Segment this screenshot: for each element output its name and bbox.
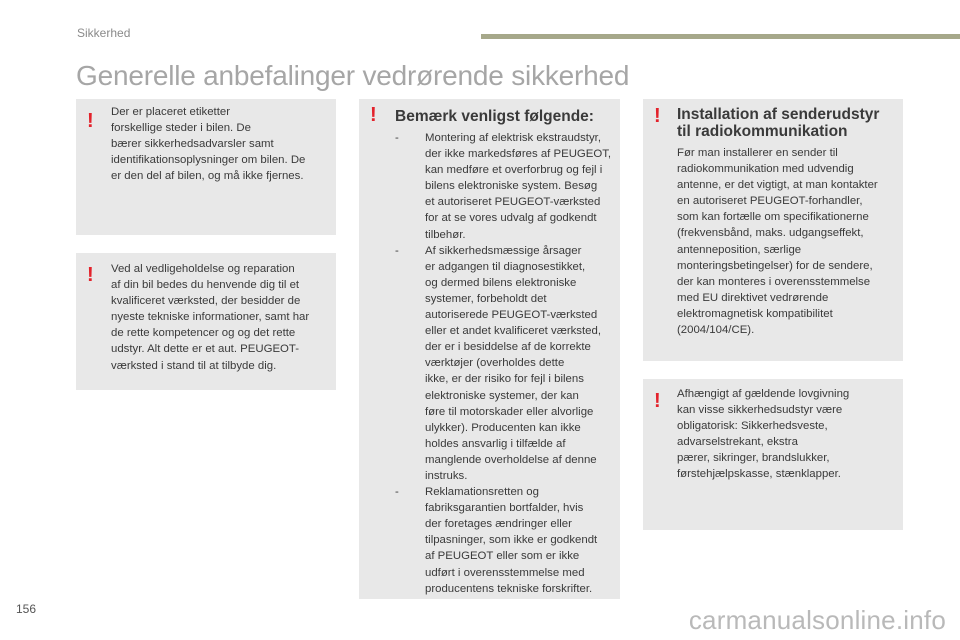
text-line: udstyr. Alt dette er et aut. PEUGEOT- (111, 343, 300, 356)
note-box-labels (76, 99, 336, 235)
note-box-radio-equipment (643, 99, 903, 361)
text-line: der foretages ændringer eller (425, 518, 572, 531)
text-line: pærer, sikringer, brandslukker, (677, 452, 830, 465)
text-line: elektromagnetisk kompatibilitet (677, 307, 833, 320)
text-line: kan medføre et overforbrug og fejl i (425, 164, 603, 177)
text-line: som kan fortælle om specifikationerne (677, 211, 869, 224)
text-line: autoriserede PEUGEOT-værksted (425, 309, 598, 322)
note-box-mandatory-equipment (643, 379, 903, 530)
note-text (677, 145, 878, 338)
note-box-attention (359, 99, 620, 599)
text-line: instruks. (425, 469, 468, 482)
warning-icon: ! (87, 110, 94, 132)
text-line: et autoriseret PEUGEOT-værksted (425, 196, 601, 209)
text-line: førstehjælpskasse, stænklapper. (677, 468, 841, 481)
text-line: der er i besiddelse af de korrekte (425, 341, 591, 354)
text-line: elektroniske systemer, der kan (425, 389, 579, 402)
note-text (111, 261, 309, 374)
text-line: bilens elektroniske system. Besøg (425, 180, 598, 193)
text-line: ikke, er der risiko for fejl i bilens (425, 373, 584, 386)
text-line: forskellige steder i bilen. De (111, 122, 251, 135)
list-dash: - (395, 132, 399, 144)
text-line: føre til motorskader eller alvorlige (425, 405, 594, 418)
text-line: (frekvensbånd, maks. udgangseffekt, (677, 227, 864, 240)
text-line: kan visse sikkerhedsudstyr være (677, 404, 843, 417)
warning-icon: ! (87, 264, 94, 286)
header-rule (481, 34, 960, 39)
text-line: radiokommunikation med udvendig (677, 163, 854, 176)
text-line: Der er placeret etiketter (111, 106, 231, 118)
text-line: der ikke markedsføres af PEUGEOT, (425, 148, 612, 161)
text-line: udført i overensstemmelse med (425, 566, 585, 579)
text-line: Ved al vedligeholdelse og reparation (111, 263, 295, 275)
page-title: Generelle anbefalinger vedrørende sikkerhed (76, 60, 630, 91)
list-item (395, 130, 611, 243)
text-line: Montering af elektrisk ekstraudstyr, (425, 132, 601, 144)
box-title (677, 106, 879, 140)
note-text (111, 104, 305, 184)
text-line: identifikationsoplysninger om bilen. De (111, 154, 306, 167)
text-line: (2004/104/CE). (677, 324, 755, 337)
text-line: værktøjer (overholdes dette (425, 357, 565, 370)
list-dash: - (395, 486, 399, 499)
text-line: der kan monteres i overensstemmelse (677, 275, 871, 288)
box-title-line: til radiokommunikation (677, 123, 848, 140)
text-line: med EU direktivet vedrørende (677, 291, 829, 304)
text-line: nyeste tekniske informationer, samt har (111, 311, 310, 324)
box-title: Bemærk venligst følgende: (395, 108, 594, 125)
box-title-line: Installation af senderudstyr (677, 106, 880, 123)
text-line: for at se vores udvalg af godkendt (425, 212, 597, 225)
warning-icon: ! (370, 104, 377, 126)
text-line: af din bil bedes du henvende dig til et (111, 279, 300, 292)
text-line: obligatorisk: Sikkerhedsveste, (677, 420, 828, 433)
text-line: fabriksgarantien bortfalder, hvis (425, 502, 584, 515)
page-number: 156 (16, 602, 37, 616)
text-line: Afhængigt af gældende lovgivning (677, 388, 850, 400)
text-line: en autoriseret PEUGEOT-forhandler, (677, 195, 863, 208)
text-line: advarselstrekant, ekstra (677, 436, 798, 449)
text-line: værksted i stand til at tilbyde dig. (111, 359, 277, 372)
watermark: carmanualsonline.info (688, 605, 946, 635)
warning-icon: ! (654, 105, 661, 127)
list-dash: - (395, 244, 399, 257)
text-line: manglende overholdelse af denne (425, 453, 597, 466)
text-line: tilpasninger, som ikke er godkendt (425, 534, 598, 547)
text-line: kvalificeret værksted, der besidder de (111, 295, 301, 308)
text-line: Af sikkerhedsmæssige årsager (425, 244, 582, 257)
note-box-maintenance (76, 253, 336, 390)
list-item (395, 484, 611, 597)
text-line: systemer, forbeholdt det (425, 292, 547, 305)
text-line: holdes ansvarlig i tilfælde af (425, 437, 566, 450)
text-line: bærer sikkerhedsadvarsler samt (111, 138, 274, 151)
text-line: Reklamationsretten og (425, 486, 539, 499)
text-line: tilbehør. (425, 228, 466, 241)
note-list (395, 130, 611, 597)
list-item (395, 243, 611, 484)
note-text (677, 386, 849, 483)
text-line: er adgangen til diagnosestikket, (425, 260, 586, 273)
text-line: producentens tekniske forskrifter. (425, 582, 593, 595)
text-line: de rette kompetencer og og det rette (111, 327, 296, 340)
text-line: er den del af bilen, og må ikke fjernes. (111, 170, 304, 183)
text-line: monteringsbetingelser) for de sendere, (677, 259, 873, 272)
text-line: og dermed bilens elektroniske (425, 276, 577, 289)
text-line: ulykker). Producenten kan ikke (425, 421, 581, 434)
text-line: antenneposition, særlige (677, 243, 802, 256)
warning-icon: ! (654, 390, 661, 412)
text-line: af PEUGEOT eller som er ikke (425, 550, 580, 563)
text-line: Før man installerer en sender til (677, 147, 838, 159)
section-label: Sikkerhed (77, 26, 131, 40)
text-line: antenne, er det vigtigt, at man kontakter (677, 179, 878, 192)
text-line: eller et andet kvalificeret værksted, (425, 325, 601, 338)
